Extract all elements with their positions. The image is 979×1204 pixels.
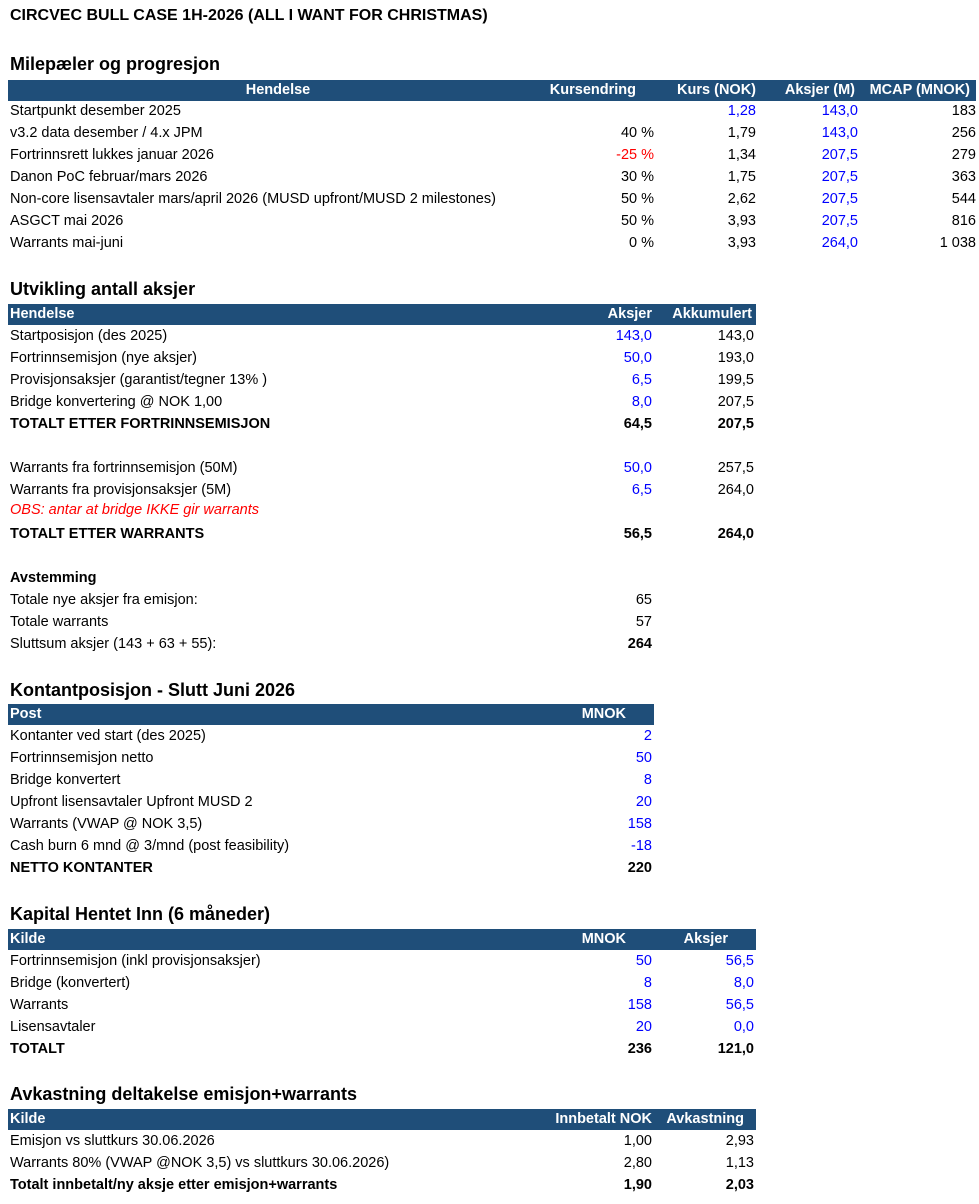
cash-value: -18 bbox=[631, 838, 652, 854]
mcap-value: 183 bbox=[951, 103, 976, 119]
shares-value: 8,0 bbox=[631, 394, 652, 410]
capital-mnok: 20 bbox=[635, 1019, 652, 1035]
returns-label: Emisjon vs sluttkurs 30.06.2026 bbox=[10, 1133, 215, 1149]
recon-value: 65 bbox=[635, 592, 652, 608]
acc-value: 199,5 bbox=[717, 372, 754, 388]
price-value: 1,34 bbox=[727, 147, 756, 163]
event-label: Non-core lisensavtaler mars/april 2026 (MUSD upfront/MUSD 2 milestones) bbox=[10, 191, 496, 207]
capital-mnok: 158 bbox=[627, 997, 652, 1013]
cash-value: 8 bbox=[643, 772, 652, 788]
recon-row bbox=[8, 612, 754, 634]
event-label: Bridge konvertering @ NOK 1,00 bbox=[10, 394, 223, 410]
event-label: ASGCT mai 2026 bbox=[10, 213, 124, 229]
shares-value: 207,5 bbox=[821, 147, 858, 163]
page-title: CIRCVEC BULL CASE 1H-2026 (ALL I WANT FOR CHRISTMAS) bbox=[10, 7, 488, 24]
capital-label: Warrants bbox=[10, 997, 69, 1013]
price-value: 3,93 bbox=[727, 213, 756, 229]
acc-value: 193,0 bbox=[717, 350, 754, 366]
price-value: 3,93 bbox=[727, 235, 756, 251]
event-label: v3.2 data desember / 4.x JPM bbox=[10, 125, 203, 141]
mcap-value: 256 bbox=[951, 125, 976, 141]
event-label: Warrants mai-juni bbox=[10, 235, 124, 251]
recon-label: Sluttsum aksjer (143 + 63 + 55): bbox=[10, 636, 217, 652]
cash-row bbox=[8, 814, 652, 836]
returns-total-ret: 2,03 bbox=[725, 1177, 754, 1193]
returns-paid: 1,00 bbox=[623, 1133, 652, 1149]
mcap-value: 1 038 bbox=[939, 235, 976, 251]
cash-value: 50 bbox=[635, 750, 652, 766]
recon-row bbox=[8, 590, 754, 612]
event-label: Startpunkt desember 2025 bbox=[10, 103, 181, 119]
acc-value: 264,0 bbox=[717, 482, 754, 498]
col-hendelse: Hendelse bbox=[245, 82, 311, 98]
returns-label: Warrants 80% (VWAP @NOK 3,5) vs sluttkurs 30.06.2026) bbox=[10, 1155, 390, 1171]
recon-value: 57 bbox=[635, 614, 652, 630]
shares-value: 264,0 bbox=[821, 235, 858, 251]
price-value: 1,79 bbox=[727, 125, 756, 141]
event-label: Provisjonsaksjer (garantist/tegner 13% ) bbox=[10, 372, 268, 388]
returns-header-row bbox=[8, 1109, 756, 1130]
cash-label: Warrants (VWAP @ NOK 3,5) bbox=[10, 816, 203, 832]
change-value: 0 % bbox=[629, 235, 654, 251]
col-aksjer: Aksjer bbox=[683, 931, 728, 947]
shares-value: 207,5 bbox=[821, 191, 858, 207]
shares-value: 6,5 bbox=[631, 482, 652, 498]
capital-header-row bbox=[8, 929, 756, 950]
col-akkumulert: Akkumulert bbox=[672, 306, 752, 322]
cash-row bbox=[8, 770, 652, 792]
shares-value: 207,5 bbox=[821, 213, 858, 229]
col-post: Post bbox=[10, 706, 42, 722]
shares-value: 143,0 bbox=[821, 125, 858, 141]
total-acc: 207,5 bbox=[717, 416, 754, 432]
capital-shares: 56,5 bbox=[725, 953, 754, 969]
change-value: 50 % bbox=[620, 191, 654, 207]
mcap-value: 279 bbox=[951, 147, 976, 163]
mcap-value: 363 bbox=[951, 169, 976, 185]
shares-value: 50,0 bbox=[623, 350, 652, 366]
recon-row bbox=[8, 634, 754, 656]
change-value: -25 % bbox=[616, 147, 654, 163]
recon-heading-row bbox=[8, 568, 754, 590]
col-kursendring: Kursendring bbox=[549, 82, 636, 98]
cash-value: 158 bbox=[627, 816, 652, 832]
capital-total-row bbox=[8, 1039, 754, 1061]
col-innbetalt: Innbetalt NOK bbox=[555, 1111, 652, 1127]
returns-total-row bbox=[8, 1175, 754, 1197]
note-text: OBS: antar at bridge IKKE gir warrants bbox=[10, 502, 260, 518]
capital-shares: 8,0 bbox=[733, 975, 754, 991]
shares-row bbox=[8, 348, 754, 370]
total-label: TOTALT ETTER WARRANTS bbox=[10, 526, 205, 542]
event-label: Warrants fra provisjonsaksjer (5M) bbox=[10, 482, 232, 498]
capital-total-shares: 121,0 bbox=[717, 1041, 754, 1057]
col-avkastning: Avkastning bbox=[666, 1111, 744, 1127]
capital-row bbox=[8, 995, 754, 1017]
shares-row bbox=[8, 326, 754, 348]
recon-label: Totale warrants bbox=[10, 614, 109, 630]
cash-total-label: NETTO KONTANTER bbox=[10, 860, 153, 876]
event-label: Fortrinnsrett lukkes januar 2026 bbox=[10, 147, 214, 163]
shares-row bbox=[8, 458, 754, 480]
cash-value: 2 bbox=[643, 728, 652, 744]
capital-heading: Kapital Hentet Inn (6 måneder) bbox=[10, 904, 271, 924]
milestone-row bbox=[8, 101, 976, 123]
milestone-row bbox=[8, 123, 976, 145]
mcap-value: 816 bbox=[951, 213, 976, 229]
col-mnok: MNOK bbox=[581, 706, 626, 722]
shares-value: 6,5 bbox=[631, 372, 652, 388]
cash-label: Bridge konvertert bbox=[10, 772, 121, 788]
col-mcap: MCAP (MNOK) bbox=[869, 82, 970, 98]
shares-value: 143,0 bbox=[615, 328, 652, 344]
capital-row bbox=[8, 973, 754, 995]
milestone-row bbox=[8, 167, 976, 189]
capital-label: Bridge (konvertert) bbox=[10, 975, 131, 991]
change-value: 50 % bbox=[620, 213, 654, 229]
capital-row bbox=[8, 1017, 754, 1039]
milestones-header-row bbox=[8, 80, 976, 101]
acc-value: 257,5 bbox=[717, 460, 754, 476]
event-label: Startposisjon (des 2025) bbox=[10, 328, 168, 344]
price-value: 2,62 bbox=[727, 191, 756, 207]
shares-value: 50,0 bbox=[623, 460, 652, 476]
milestones-heading: Milepæler og progresjon bbox=[10, 54, 221, 74]
cash-label: Fortrinnsemisjon netto bbox=[10, 750, 154, 766]
returns-ret: 1,13 bbox=[725, 1155, 754, 1171]
total-shares: 64,5 bbox=[623, 416, 652, 432]
shares-row bbox=[8, 392, 754, 414]
returns-ret: 2,93 bbox=[725, 1133, 754, 1149]
col-kilde: Kilde bbox=[10, 1111, 46, 1127]
returns-total-label: Totalt innbetalt/ny aksje etter emisjon+warrants bbox=[10, 1177, 338, 1193]
total-shares: 56,5 bbox=[623, 526, 652, 542]
cash-total-row bbox=[8, 858, 652, 880]
capital-label: Fortrinnsemisjon (inkl provisjonsaksjer) bbox=[10, 953, 261, 969]
col-aksjer: Aksjer bbox=[607, 306, 652, 322]
cash-row bbox=[8, 726, 652, 748]
col-mnok: MNOK bbox=[581, 931, 626, 947]
capital-shares: 56,5 bbox=[725, 997, 754, 1013]
shares-value: 143,0 bbox=[821, 103, 858, 119]
change-value: 30 % bbox=[620, 169, 654, 185]
shares-total-row bbox=[8, 524, 754, 546]
cash-total-value: 220 bbox=[627, 860, 652, 876]
milestone-row bbox=[8, 189, 976, 211]
returns-row bbox=[8, 1153, 754, 1175]
price-value: 1,28 bbox=[727, 103, 756, 119]
event-label: Warrants fra fortrinnsemisjon (50M) bbox=[10, 460, 238, 476]
returns-heading: Avkastning deltakelse emisjon+warrants bbox=[10, 1084, 357, 1104]
shares-row bbox=[8, 370, 754, 392]
col-hendelse: Hendelse bbox=[10, 306, 75, 322]
col-kurs: Kurs (NOK) bbox=[677, 82, 756, 98]
shares-heading: Utvikling antall aksjer bbox=[10, 279, 196, 299]
returns-row bbox=[8, 1131, 754, 1153]
returns-total-paid: 1,90 bbox=[623, 1177, 652, 1193]
cash-label: Cash burn 6 mnd @ 3/mnd (post feasibility) bbox=[10, 838, 290, 854]
event-label: Danon PoC februar/mars 2026 bbox=[10, 169, 208, 185]
recon-heading: Avstemming bbox=[10, 570, 97, 586]
cash-row bbox=[8, 748, 652, 770]
capital-shares: 0,0 bbox=[733, 1019, 754, 1035]
acc-value: 207,5 bbox=[717, 394, 754, 410]
capital-total-label: TOTALT bbox=[10, 1041, 65, 1057]
total-acc: 264,0 bbox=[717, 526, 754, 542]
col-aksjer: Aksjer (M) bbox=[784, 82, 855, 98]
recon-value: 264 bbox=[627, 636, 652, 652]
shares-header-row bbox=[8, 304, 756, 325]
capital-row bbox=[8, 951, 754, 973]
event-label: Fortrinnsemisjon (nye aksjer) bbox=[10, 350, 197, 366]
milestone-row bbox=[8, 211, 976, 233]
price-value: 1,75 bbox=[727, 169, 756, 185]
mcap-value: 544 bbox=[951, 191, 976, 207]
capital-mnok: 8 bbox=[643, 975, 652, 991]
change-value: 40 % bbox=[620, 125, 654, 141]
shares-row bbox=[8, 480, 754, 502]
total-label: TOTALT ETTER FORTRINNSEMISJON bbox=[10, 416, 271, 432]
capital-mnok: 50 bbox=[635, 953, 652, 969]
milestone-row bbox=[8, 233, 976, 255]
shares-value: 207,5 bbox=[821, 169, 858, 185]
cash-header-row bbox=[8, 704, 654, 725]
cash-value: 20 bbox=[635, 794, 652, 810]
cash-row bbox=[8, 836, 652, 858]
milestone-row bbox=[8, 145, 976, 167]
cash-heading: Kontantposisjon - Slutt Juni 2026 bbox=[10, 680, 296, 700]
cash-row bbox=[8, 792, 652, 814]
returns-paid: 2,80 bbox=[623, 1155, 652, 1171]
capital-total-mnok: 236 bbox=[627, 1041, 652, 1057]
cash-label: Kontanter ved start (des 2025) bbox=[10, 728, 206, 744]
shares-total-row bbox=[8, 414, 754, 436]
cash-label: Upfront lisensavtaler Upfront MUSD 2 bbox=[10, 794, 253, 810]
note-row bbox=[8, 500, 754, 522]
col-kilde: Kilde bbox=[10, 931, 46, 947]
recon-label: Totale nye aksjer fra emisjon: bbox=[10, 592, 198, 608]
capital-label: Lisensavtaler bbox=[10, 1019, 96, 1035]
acc-value: 143,0 bbox=[717, 328, 754, 344]
